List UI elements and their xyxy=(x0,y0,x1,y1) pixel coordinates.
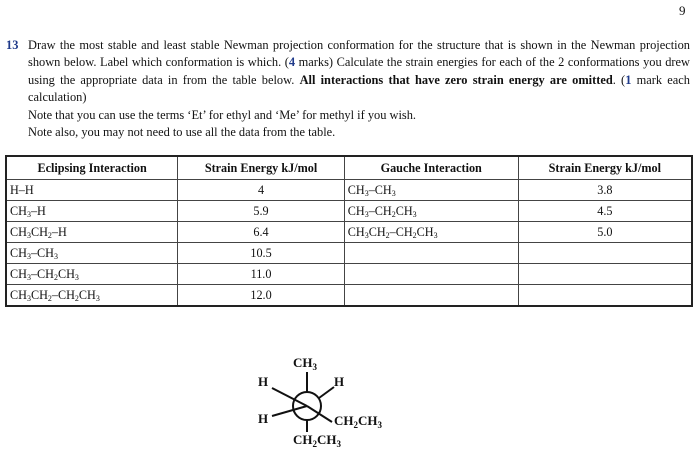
header-eclipsing-energy: Strain Energy kJ/mol xyxy=(178,156,345,180)
gauche-energy-cell: 5.0 xyxy=(518,222,692,243)
gauche-energy-cell xyxy=(518,243,692,264)
eclipsing-energy-cell: 11.0 xyxy=(178,264,345,285)
table-row xyxy=(6,201,692,222)
question-number: 13 xyxy=(6,38,19,52)
marks-each: 1 xyxy=(625,72,632,87)
note-1: Note that you can use the terms ‘Et’ for ethyl and ‘Me’ for methyl if you wish. xyxy=(28,107,417,122)
gauche-interaction-cell xyxy=(344,285,518,307)
bold-statement: All interactions that have zero strain energy are omitted xyxy=(299,72,613,87)
newman-front-upper-left-label: H xyxy=(258,374,269,389)
newman-projection xyxy=(248,352,428,452)
table-row xyxy=(6,180,692,201)
header-gauche-energy: Strain Energy kJ/mol xyxy=(518,156,692,180)
gauche-energy-cell xyxy=(518,264,692,285)
table-row xyxy=(6,243,692,264)
bond-front-lower-left xyxy=(272,406,307,416)
gauche-interaction-cell: $CH_3-CH_3$ xyxy=(344,180,518,201)
eclipsing-interaction-cell: $CH_3-CH_3$ xyxy=(6,243,178,264)
eclipsing-interaction-cell: $CH_3CH_2-H$ xyxy=(6,222,178,243)
eclipsing-energy-cell: 6.4 xyxy=(178,222,345,243)
note-2: Note also, you may not need to use all the data from the table. xyxy=(28,125,336,140)
eclipsing-energy-cell: 5.9 xyxy=(178,201,345,222)
newman-front-lower-left-label: H xyxy=(258,411,269,426)
marks-total: 4 xyxy=(288,55,296,70)
header-eclipsing: Eclipsing Interaction xyxy=(6,156,178,180)
gauche-energy-cell: 4.5 xyxy=(518,201,692,222)
eclipsing-interaction-cell: $CH_3-CH_2CH_3$ xyxy=(6,264,178,285)
newman-back-upper-right-label: H xyxy=(334,374,345,389)
header-gauche: Gauche Interaction xyxy=(344,156,518,180)
page-number: 9 xyxy=(679,3,686,18)
eclipsing-energy-cell: 10.5 xyxy=(178,243,345,264)
newman-back-lower-right-label: $CH_2CH_3$ xyxy=(334,413,382,430)
eclipsing-interaction-cell: $CH_3CH_2-CH_2CH_3$ xyxy=(6,285,178,307)
eclipsing-energy-cell: 4 xyxy=(178,180,345,201)
table-row xyxy=(6,285,692,307)
newman-bottom-label: $CH_2CH_3$ xyxy=(293,432,341,449)
table-row xyxy=(6,264,692,285)
eclipsing-energy-cell: 12.0 xyxy=(178,285,345,307)
eclipsing-interaction-cell: H–H xyxy=(6,180,178,201)
gauche-interaction-cell xyxy=(344,243,518,264)
strain-energy-table xyxy=(5,155,693,307)
table-header-row xyxy=(6,156,692,180)
bond-front-upper-left xyxy=(272,388,307,406)
gauche-interaction-cell: $CH_3CH_2-CH_2CH_3$ xyxy=(344,222,518,243)
eclipsing-interaction-cell: $CH_3-H$ xyxy=(6,201,178,222)
newman-top-label: $CH_3$ xyxy=(293,355,317,372)
table-body xyxy=(6,180,692,307)
bond-back-upper-right xyxy=(319,387,334,398)
gauche-interaction-cell xyxy=(344,264,518,285)
gauche-energy-cell xyxy=(518,285,692,307)
gauche-energy-cell: 3.8 xyxy=(518,180,692,201)
question-block xyxy=(6,37,690,141)
table-row xyxy=(6,222,692,243)
gauche-interaction-cell: $CH_3-CH_2CH_3$ xyxy=(344,201,518,222)
question-text: Draw the most stable and least stable Newman projection conformation for the structure that is shown in the Newman projection shown below. Label which conformation is which. (4 marks) Calculate the strain energies for each of the 2 conformations you drew using the appropriate data in from the table below. All interactions that have zero strain energy are omitted. (1 mark each calculation) xyxy=(28,38,690,105)
